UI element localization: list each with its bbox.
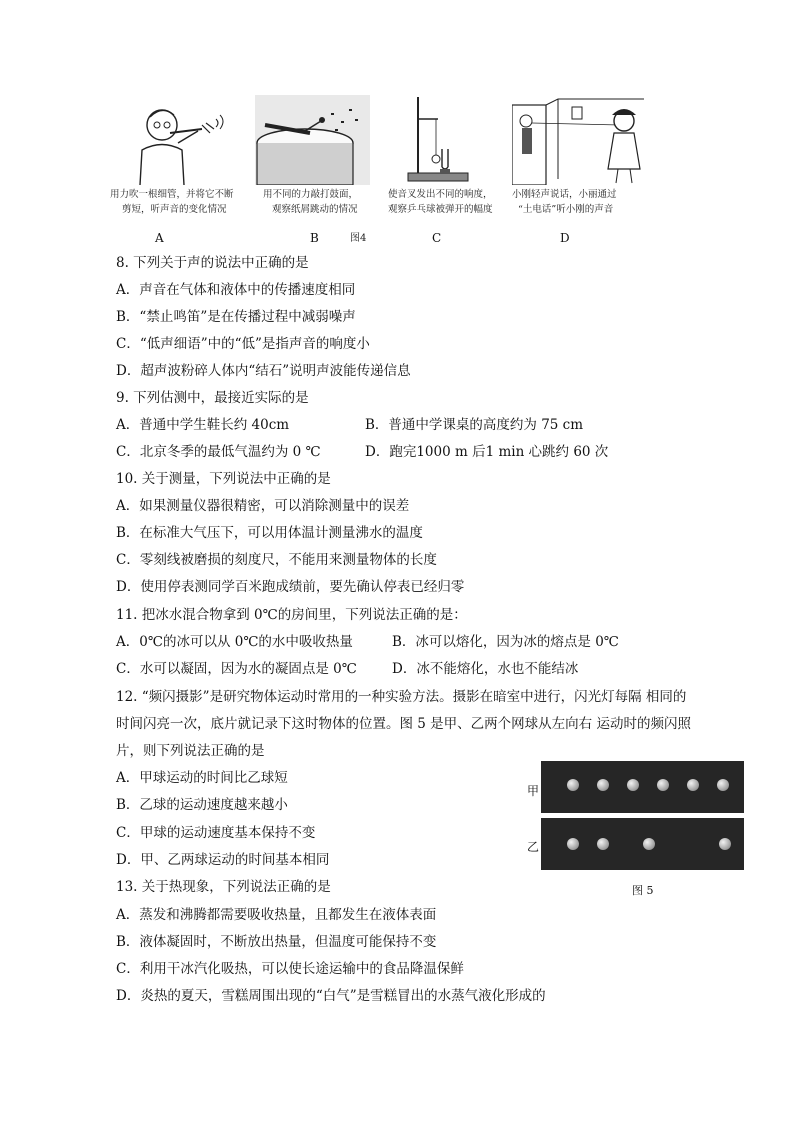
figure-b-caption-1: 用不同的力敲打鼓面，: [263, 189, 359, 200]
label-yi: 乙: [527, 840, 540, 854]
q11-option-b: B．冰可以熔化，因为冰的熔点是 0℃: [392, 634, 619, 650]
ball-yi-2: [597, 838, 609, 850]
q12-option-d: D．甲、乙两球运动的时间基本相同: [116, 852, 330, 868]
q13-option-b: B．液体凝固时，不断放出热量，但温度可能保持不变: [116, 934, 437, 950]
figure-d-letter: D: [560, 231, 570, 245]
q11-option-d: D．冰不能熔化，水也不能结冰: [392, 661, 579, 677]
ball-jia-2: [597, 779, 609, 791]
man-blowing-tube-illustration: [110, 95, 230, 185]
q10-stem: 10. 关于测量，下列说法中正确的是: [116, 471, 331, 487]
q9-option-a: A．普通中学生鞋长约 40cm: [116, 417, 290, 433]
figure-a-caption-2: 剪短，听声音的变化情况: [122, 204, 227, 215]
figure-c-caption-2: 观察乒乓球被弹开的幅度: [388, 204, 493, 215]
figure-a-caption-1: 用力吹一根细管，并将它不断: [110, 189, 234, 200]
q9-option-b: B．普通中学课桌的高度约为 75 cm: [365, 417, 584, 433]
label-jia: 甲: [527, 784, 540, 798]
ball-jia-3: [627, 779, 639, 791]
ball-yi-3: [643, 838, 655, 850]
q8-option-d: D．超声波粉碎人体内“结石”说明声波能传递信息: [116, 363, 411, 379]
q10-option-b: B．在标准大气压下，可以用体温计测量沸水的温度: [116, 525, 423, 541]
q12-stem: 12. “频闪摄影”是研究物体运动时常用的一种实验方法。摄影在暗室中进行，闪光灯每隔 相同的时间闪亮一次，底片就记录下这时物体的位置。图 5 是甲、乙两个网球从左向右 运动时的频闪照片，则下列说法正确的是: [116, 689, 691, 759]
figure-4-row: [100, 95, 660, 255]
q10-option-a: A．如果测量仪器很精密，可以消除测量中的误差: [116, 498, 410, 514]
q9-option-c: C．北京冬季的最低气温约为 0 ℃: [116, 444, 321, 460]
q13-stem: 13. 关于热现象，下列说法正确的是: [116, 879, 331, 895]
q12-option-b: B．乙球的运动速度越来越小: [116, 797, 288, 813]
ball-jia-5: [687, 779, 699, 791]
q12-option-a: A．甲球运动的时间比乙球短: [116, 770, 288, 786]
tuning-fork-pingpong-illustration: [388, 95, 508, 185]
ball-jia-1: [567, 779, 579, 791]
q11-option-c: C．水可以凝固，因为水的凝固点是 0℃: [116, 661, 357, 677]
q8-option-c: C．“低声细语”中的“低”是指声音的响度小: [116, 336, 370, 352]
ball-yi-strip: [541, 818, 744, 870]
figure-c-letter: C: [432, 231, 442, 245]
figure-d-caption-2: “土电话”听小刚的声音: [518, 204, 614, 215]
ball-jia-strip: [541, 761, 744, 813]
q8-stem: 8. 下列关于声的说法中正确的是: [116, 255, 309, 271]
ball-jia-4: [657, 779, 669, 791]
string-telephone-illustration: [512, 95, 647, 185]
figure-c-caption-1: 使音叉发出不同的响度，: [388, 189, 493, 200]
q11-stem: 11. 把冰水混合物拿到 0℃的房间里，下列说法正确的是：: [116, 607, 467, 623]
q11-option-a: A．0℃的冰可以从 0℃的水中吸收热量: [116, 634, 353, 650]
q13-option-d: D．炎热的夏天，雪糕周围出现的“白气”是雪糕冒出的水蒸气液化形成的: [116, 988, 546, 1004]
ball-jia-6: [717, 779, 729, 791]
q9-option-d: D．跑完1000 m 后1 min 心跳约 60 次: [365, 444, 609, 460]
q8-option-b: B．“禁止鸣笛”是在传播过程中减弱噪声: [116, 309, 356, 325]
figure-d-caption-1: 小刚轻声说话，小丽通过: [512, 189, 617, 200]
figure-4-label: 图4: [350, 233, 367, 244]
ball-yi-4: [719, 838, 731, 850]
figure-b-letter: B: [310, 231, 319, 245]
q12-option-c: C．甲球的运动速度基本保持不变: [116, 825, 316, 841]
q8-option-a: A．声音在气体和液体中的传播速度相同: [116, 282, 356, 298]
q9-stem: 9. 下列估测中，最接近实际的是: [116, 390, 309, 406]
q10-option-c: C．零刻线被磨损的刻度尺，不能用来测量物体的长度: [116, 552, 437, 568]
figure-5-label: 图 5: [632, 884, 654, 897]
figure-b-caption-2: 观察纸屑跳动的情况: [272, 204, 358, 215]
q13-option-c: C．利用干冰汽化吸热，可以使长途运输中的食品降温保鲜: [116, 961, 464, 977]
figure-a-letter: A: [155, 231, 164, 245]
q13-option-a: A．蒸发和沸腾都需要吸收热量，且都发生在液体表面: [116, 907, 437, 923]
ball-yi-1: [567, 838, 579, 850]
drum-paper-scraps-illustration: [255, 95, 370, 185]
q10-option-d: D．使用停表测同学百米跑成绩前，要先确认停表已经归零: [116, 579, 465, 595]
